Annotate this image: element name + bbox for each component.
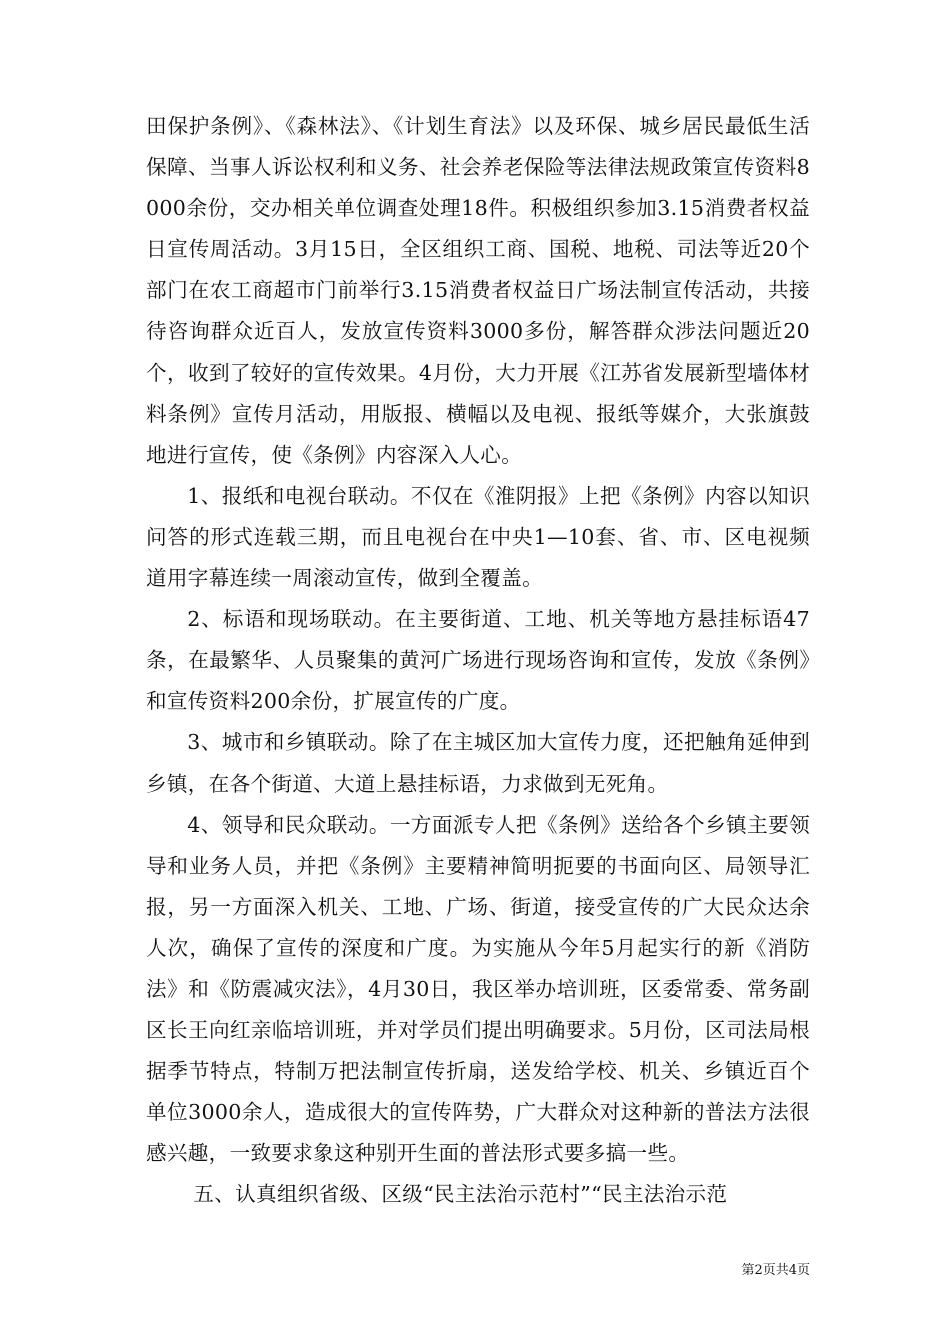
paragraph-continued: 田保护条例》、《森林法》、《计划生育法》以及环保、城乡居民最低生活保障、当事人诉讼权利和义务、社会养老保险等法律法规政策宣传资料8000余份，交办相关单位调查处理18件。积极组织参加3.15消费者权益日宣传周活动。3月15日，全区组织工商、国税、地税、司法等近20个部门在农工商超市门前举行3.15消费者权益日广场法制宣传活动，共接待咨询群众近百人，发放宣传资料3000多份，解答群众涉法问题近20个，收到了较好的宣传效果。4月份，大力开展《江苏省发展新型墙体材料条例》宣传月活动，用版报、横幅以及电视、报纸等媒介，大张旗鼓地进行宣传，使《条例》内容深入人心。	[146, 114, 810, 467]
paragraph-item-2: 2、标语和现场联动。在主要街道、工地、机关等地方悬挂标语47条，在最繁华、人员聚集的黄河广场进行现场咨询和宣传，发放《条例》和宣传资料200余份，扩展宣传的广度。	[146, 607, 810, 714]
paragraph-item-1: 1、报纸和电视台联动。不仅在《淮阴报》上把《条例》内容以知识问答的形式连载三期，而且电视台在中央1—10套、省、市、区电视频道用字幕连续一周滚动宣传，做到全覆盖。	[146, 483, 810, 591]
page-number-footer: 第2页共4页	[741, 1263, 810, 1278]
paragraph-item-3: 3、城市和乡镇联动。除了在主城区加大宣传力度，还把触角延伸到乡镇，在各个街道、大道上悬挂标语，力求做到无死角。	[146, 730, 810, 796]
section-heading-5: 五、认真组织省级、区级“民主法治示范村”“民主法治示范	[193, 1182, 728, 1207]
paragraph-item-4: 4、领导和民众联动。一方面派专人把《条例》送给各个乡镇主要领导和业务人员，并把《条例》主要精神简明扼要的书面向区、局领导汇报，另一方面深入机关、工地、广场、街道，接受宣传的广大民众达余人次，确保了宣传的深度和广度。为实施从今年5月起实行的新《消防法》和《防震减灾法》，4月30日，我区举办培训班，区委常委、常务副区长王向红亲临培训班，并对学员们提出明确要求。5月份，区司法局根据季节特点，特制万把法制宣传折扇，送发给学校、机关、乡镇近百个单位3000余人，造成很大的宣传阵势，广大群众对这种新的普法方法很感兴趣，一致要求象这种别开生面的普法形式要多搞一些。	[146, 812, 810, 1166]
document-body	[146, 106, 810, 1216]
